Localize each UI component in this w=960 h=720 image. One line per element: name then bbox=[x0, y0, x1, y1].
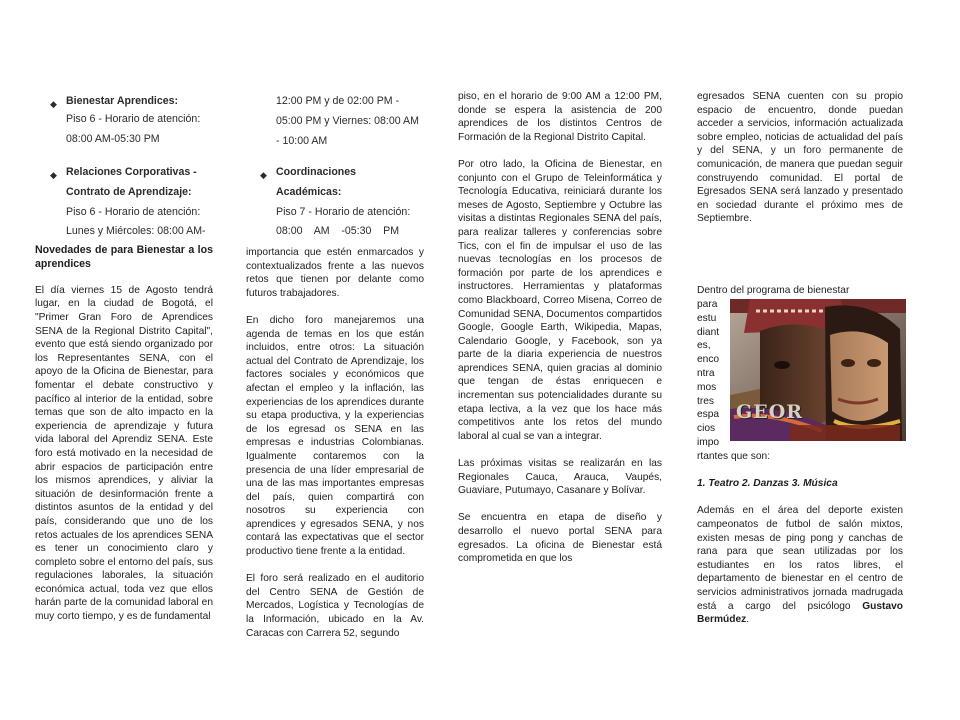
bullet-icon: ◆ bbox=[260, 170, 267, 180]
article-column-3 bbox=[458, 90, 662, 579]
wrap-word: para bbox=[697, 299, 718, 310]
psychologist-name: Gustavo Bermúdez bbox=[697, 600, 903, 626]
wrap-word: es, bbox=[697, 340, 711, 352]
wrap-word: impo bbox=[697, 436, 720, 448]
paragraph bbox=[697, 504, 903, 626]
intro-line: Dentro del programa de bienestar bbox=[697, 285, 850, 296]
paragraph: importancia que estén enmarcados y contextualizados frente a las nuevos retos que tienen por delante como futuros trabajadores. bbox=[246, 247, 424, 299]
paragraph: El día viernes 15 de Agosto tendrá lugar, en la ciudad de Bogotá, el "Primer Gran Foro de Aprendices SENA de la Regional Distrito Capital", evento que está siendo organizado por los Representantes SENA, con el apoyo de la Oficina de Bienestar, para fomentar el debate constructivo y pacífico al interior de la entidad, sobre temas que son de alto impacto en la experiencia de aprendizaje y futura vida laboral del Aprendiz SENA. Este foro está motivado en la necesidad de abrir espacios de participación entre los mismos aprendices, y aliviar la situación de desinformación frente a distintos asuntos de la entidad y del país, considerando que uno de los retos actuales de los aprendices SENA es tener un conocimiento claro y completo sobre el entorno del país, sus regulaciones laborales, la situación económica actual, toda vez que ellos harán parte de la comunidad laboral en muy corto tiempo, y es de fundamental bbox=[35, 284, 213, 623]
wrap-word: ntra bbox=[697, 367, 715, 379]
article-column-1 bbox=[35, 243, 213, 637]
paragraph-text: Además en el área del deporte existen campeonatos de futbol de salón mixtos, existen mesas de ping pong y canchas de rana para que sean utilizadas por los estudiantes en los ratos libres, el departamento de bienestar en el centro de servicios administrativos jornada madrugada está a cargo del psicólogo bbox=[697, 505, 903, 612]
dir-item-title: Académicas: bbox=[276, 186, 342, 198]
article-column-4 bbox=[697, 90, 903, 240]
dir-item-title: Relaciones Corporativas - bbox=[66, 166, 197, 178]
paragraph: En dicho foro manejaremos una agenda de temas en los que están incluidos, entre otros: La situación actual del Contrato de Aprendizaje, los factores sociales y económicos que afectan el empleo y la inflación, las experiencias de los aprendices durante su etapa productiva, y la experiencias de los egresad os SENA en las empresas e industrias Colombianas. Igualmente contaremos con la presencia de una líder empresarial de una de las mas importantes empresas del país, quien compartirá con nosotros su experiencia con aprendices y egresados SENA, y nos contará las expectativas que el sector productivo tiene frente a la entidad. bbox=[246, 314, 424, 558]
wrap-text bbox=[697, 298, 729, 450]
photo-overlay-text: GEOR bbox=[736, 401, 804, 423]
news-heading: Novedades de para Bienestar a los aprendices bbox=[35, 244, 213, 271]
dir-item-line: Piso 6 - Horario de atención: bbox=[66, 113, 201, 125]
dir-item-line: 05:00 PM y Viernes: 08:00 AM bbox=[276, 115, 419, 127]
paragraph: El foro será realizado en el auditorio del Centro SENA de Gestión de Mercados, Logística y Tecnologías de la Información, ubicado en la Av. Caracas con Carrera 52, segundo bbox=[246, 573, 424, 639]
bullet-icon: ◆ bbox=[50, 170, 57, 180]
dir-item-title: Bienestar Aprendices: bbox=[66, 95, 179, 107]
dir-item-line: 08:00 AM-05:30 PM bbox=[66, 133, 160, 145]
bullet-icon: ◆ bbox=[50, 99, 57, 109]
wrap-word: mos bbox=[697, 381, 717, 393]
paragraph: Por otro lado, la Oficina de Bienestar, en conjunto con el Grupo de Teleinformática y Tecnología Educativa, reiniciará durante los meses de Agosto, Septiembre y Octubre las visitas a distintas Regionales SENA del país, para realizar talleres y conferencias sobre Tics, con el fin de impulsar el uso de las nuevas tecnologías en los procesos de formación por parte de los aprendices e instructores. Herramientas y plataformas como Blackboard, Correo Misena, Correo de Comunidad SENA, Documentos compartidos Google, Google Earth, Wikipedia, Mapas, Calendario Google, y Facebook, son ya parte de la diaria experiencia de nuestros aprendices SENA, quien gracias al dominio que tengan de éstas enriquecen e incrementan sus potencialidades durante su etapa lectiva, a la vez que los hace más competitivos ante los retos del mundo laboral al cual se van a integrar. bbox=[458, 158, 662, 442]
wrap-word: estu bbox=[697, 312, 717, 324]
spaces-list: 1. Teatro 2. Danzas 3. Música bbox=[697, 478, 838, 490]
paragraph: Las próximas visitas se realizarán en las Regionales Cauca, Arauca, Vaupés, Guaviare, Putumayo, Casanare y Bolívar. bbox=[458, 458, 662, 497]
wellness-continued bbox=[697, 450, 903, 640]
paragraph: egresados SENA cuenten con su propio espacio de encuentro, donde puedan acceder a servicios, información actualizada sobre empleo, noticias de actualidad del país y del SENA, y un foro permanente de comunicación, de manera que puedan seguir construyendo comunidad. El portal de Egresados SENA será lanzado y presentado en sociedad durante el próximo mes de Septiembre. bbox=[697, 91, 903, 225]
wrap-word: enco bbox=[697, 354, 720, 366]
dir-item-title: Contrato de Aprendizaje: bbox=[66, 186, 192, 198]
paragraph: piso, en el horario de 9:00 AM a 12:00 PM, donde se espera la asistencia de 200 aprendices de los distintos Centros de Formación de la Regional Distrito Capital. bbox=[458, 91, 662, 143]
dir-item-line: Lunes y Miércoles: 08:00 AM- bbox=[66, 225, 206, 237]
dir-item-line: Piso 7 - Horario de atención: bbox=[276, 206, 411, 218]
paragraph: rtantes que son: bbox=[697, 451, 771, 462]
paragraph-end: . bbox=[746, 614, 750, 626]
wrap-word: espa bbox=[697, 409, 720, 421]
wrap-word: diant bbox=[697, 326, 720, 338]
wrap-word: tres bbox=[697, 395, 714, 407]
dir-item-title: Coordinaciones bbox=[276, 166, 357, 178]
wrap-word: cios bbox=[697, 423, 716, 435]
dir-item-line: Piso 6 - Horario de atención: bbox=[66, 206, 201, 218]
article-column-2 bbox=[246, 246, 424, 654]
dir-item-line: 08:00 AM -05:30 PM bbox=[276, 225, 400, 237]
dir-item-line: 12:00 PM y de 02:00 PM - bbox=[276, 95, 400, 107]
portrait-collage-image bbox=[730, 299, 906, 441]
paragraph: Se encuentra en etapa de diseño y desarrollo el nuevo portal SENA para egresados. La oficina de Bienestar está comprometida en que los bbox=[458, 512, 662, 565]
wellness-intro bbox=[697, 284, 903, 298]
dir-item-line: - 10:00 AM bbox=[276, 135, 328, 147]
